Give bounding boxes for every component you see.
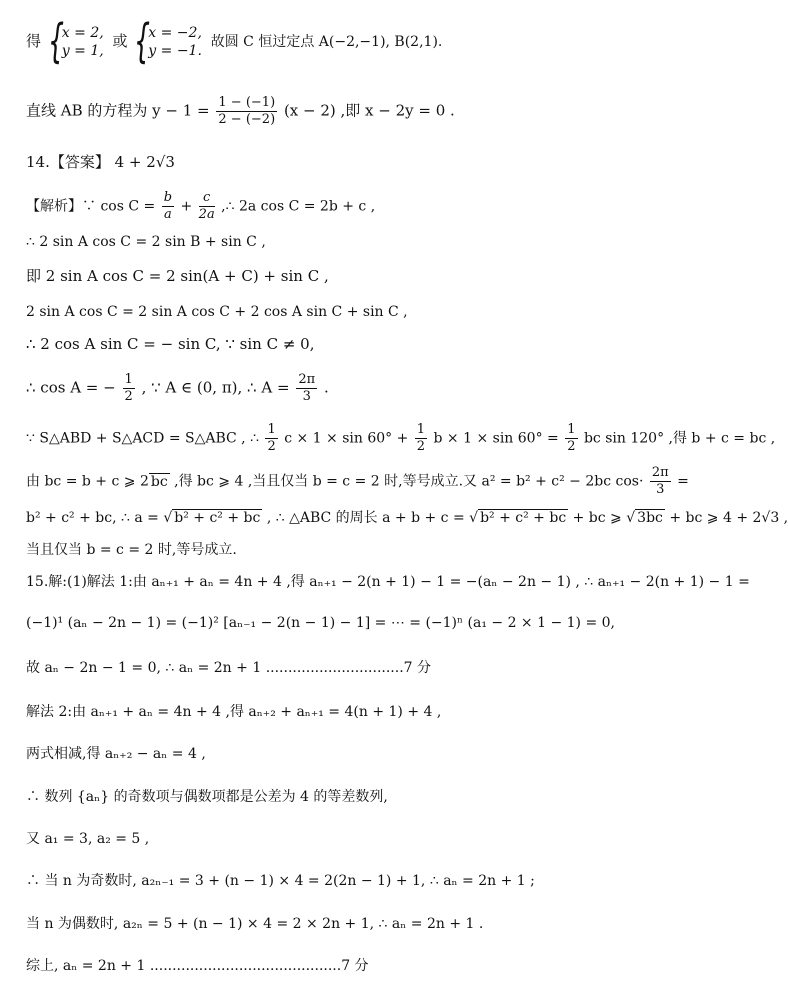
frac-b-a <box>162 190 174 223</box>
line-sinAplusC: 即 2 sin A cos C = 2 sin(A + C) + sin C , <box>26 267 329 285</box>
frac-2pi-3-b <box>650 465 671 498</box>
line-15-subtract: 两式相减,得 aₙ₊₂ − aₙ = 4 , <box>26 746 206 762</box>
line-perimeter: b² + c² + bc, ∴ a = √ b² + c² + bc , ∴ △ABC 的周长 a + b + c = √ b² + c² + bc + bc ⩾ √ 3bc + bc ⩾ 4 + 2√3 , <box>26 510 788 526</box>
area-mid2: b × 1 × sin 60° = <box>433 430 559 447</box>
d2: 2 <box>124 389 133 404</box>
text-de: 得 <box>26 32 42 50</box>
line-15-method1: 15.解:(1)解法 1:由 aₙ₊₁ + aₙ = 4n + 4 ,得 aₙ₊₁ − 2(n + 1) − 1 = −(aₙ − 2n − 1) , ∴ aₙ₊₁ − 2(n + 1) − 1 = <box>26 574 750 590</box>
line-expand: 2 sin A cos C = 2 sin A cos C + 2 cos A sin C + sin C , <box>26 304 408 320</box>
sys2-row2: y = −1. <box>148 43 202 59</box>
ab-eq-suffix: (x − 2) ,即 x − 2y = 0 . <box>283 101 455 120</box>
half-1 <box>265 422 277 455</box>
line-bc-ineq <box>26 465 689 498</box>
line-ab-equation <box>26 95 680 128</box>
answer-14: 14.【答案】 4 + 2√3 <box>26 153 175 171</box>
area-mid1: c × 1 × sin 60° + <box>284 430 409 447</box>
sys1-row2: y = 1, <box>61 43 104 59</box>
per-mid: , ∴ △ABC 的周长 a + b + c = <box>266 510 465 526</box>
line-cosA-sinC: ∴ 2 cos A sin C = − sin C, ∵ sin C ≠ 0, <box>26 335 315 353</box>
line-15-arith: ∴ 数列 {aₙ} 的奇数项与偶数项都是公差为 4 的等差数列, <box>26 789 388 805</box>
cosA-dot: . <box>323 378 329 397</box>
frac-1-2 <box>123 372 135 405</box>
h2d: 2 <box>416 439 426 454</box>
per-mid2: + bc ⩾ <box>572 510 622 526</box>
bc-eq: = <box>677 473 689 490</box>
n2pi: 2π <box>298 372 316 387</box>
line-15-odd: ∴ 当 n 为奇数时, a₂ₙ₋₁ = 3 + (n − 1) × 4 = 2(2n − 1) + 1, ∴ aₙ = 2n + 1 ; <box>26 873 535 889</box>
h1d: 2 <box>267 439 276 454</box>
analysis-cosC <box>26 190 680 223</box>
sqrt-3: 3bc <box>637 510 663 526</box>
h3d: 2 <box>567 439 576 454</box>
frac-2pi-3 <box>296 372 317 405</box>
den-2a: 2a <box>198 207 215 222</box>
line-15-method2: 解法 2:由 aₙ₊₁ + aₙ = 4n + 4 ,得 aₙ₊₂ + aₙ₊₁ = 4(n + 1) + 4 , <box>26 704 442 720</box>
cosA-prefix: ∴ cos A = − <box>26 378 116 397</box>
h2n: 1 <box>416 422 426 437</box>
line-15-result1: 故 aₙ − 2n − 1 = 0, ∴ aₙ = 2n + 1 ...............................7 分 <box>26 660 432 676</box>
den-a: a <box>163 207 172 222</box>
ab-eq-prefix: 直线 AB 的方程为 y − 1 = <box>26 101 210 120</box>
sys1-row1: { x = 2, <box>61 25 104 41</box>
line-sin-eq: ∴ 2 sin A cos C = 2 sin B + sin C , <box>26 234 266 250</box>
line-15-summary: 综上, aₙ = 2n + 1 ...........................................7 分 <box>26 958 369 974</box>
line-cosA-value <box>26 372 680 405</box>
sys2-row1: { x = −2, <box>148 25 202 41</box>
analysis-suffix: ,∴ 2a cos C = 2b + c , <box>221 198 376 215</box>
area-suffix: bc sin 120° ,得 b + c = bc , <box>583 430 776 447</box>
system-1 <box>50 24 104 60</box>
slope-num: 1 − (−1) <box>218 95 276 110</box>
h3n: 1 <box>567 422 576 437</box>
num-b: b <box>163 190 173 205</box>
cosA-mid: , ∵ A ∈ (0, π), ∴ A = <box>141 378 290 397</box>
n1: 1 <box>124 372 133 387</box>
num-c: c <box>199 190 215 207</box>
per-suffix: + bc ⩾ 4 + 2√3 , <box>669 510 788 526</box>
analysis-prefix: 【解析】∵ cos C = <box>26 198 156 215</box>
line-area-sum <box>26 422 776 455</box>
d3: 3 <box>302 389 311 404</box>
bc-prefix: 由 bc = b + c ⩾ 2 <box>26 473 149 490</box>
line-15-initial: 又 a₁ = 3, a₂ = 5 , <box>26 831 150 847</box>
per-prefix: b² + c² + bc, ∴ a = <box>26 510 159 526</box>
sqrt-1: b² + c² + bc <box>174 510 261 526</box>
line-15-chain: (−1)¹ (aₙ − 2n − 1) = (−1)² [aₙ₋₁ − 2(n − 1) − 1] = ⋯ = (−1)ⁿ (a₁ − 2 × 1 − 1) = 0, <box>26 615 615 631</box>
sqrt-bc: bc <box>150 473 168 490</box>
half-2 <box>415 422 427 455</box>
plus: + <box>180 198 193 215</box>
h1n: 1 <box>267 422 276 437</box>
line-system-solution <box>26 24 680 60</box>
d3-b: 3 <box>656 482 665 497</box>
fixed-points-text: 故圆 C 恒过定点 A(−2,−1), B(2,1). <box>210 34 443 50</box>
line-equality: 当且仅当 b = c = 2 时,等号成立. <box>26 542 237 558</box>
n2pi-b: 2π <box>651 465 669 480</box>
sqrt-2: b² + c² + bc <box>480 510 567 526</box>
frac-c-2a <box>199 190 215 223</box>
system-2 <box>136 24 202 60</box>
slope-fraction <box>216 95 277 128</box>
text-huo: 或 <box>112 32 128 50</box>
slope-den: 2 − (−2) <box>218 112 276 127</box>
half-3 <box>565 422 577 455</box>
bc-mid: ,得 bc ⩾ 4 ,当且仅当 b = c = 2 时,等号成立.又 a² = b² + c² − 2bc cos· <box>174 473 644 490</box>
line-15-even: 当 n 为偶数时, a₂ₙ = 5 + (n − 1) × 4 = 2 × 2n + 1, ∴ aₙ = 2n + 1 . <box>26 916 484 932</box>
area-prefix: ∵ S△ABD + S△ACD = S△ABC , ∴ <box>26 430 259 447</box>
